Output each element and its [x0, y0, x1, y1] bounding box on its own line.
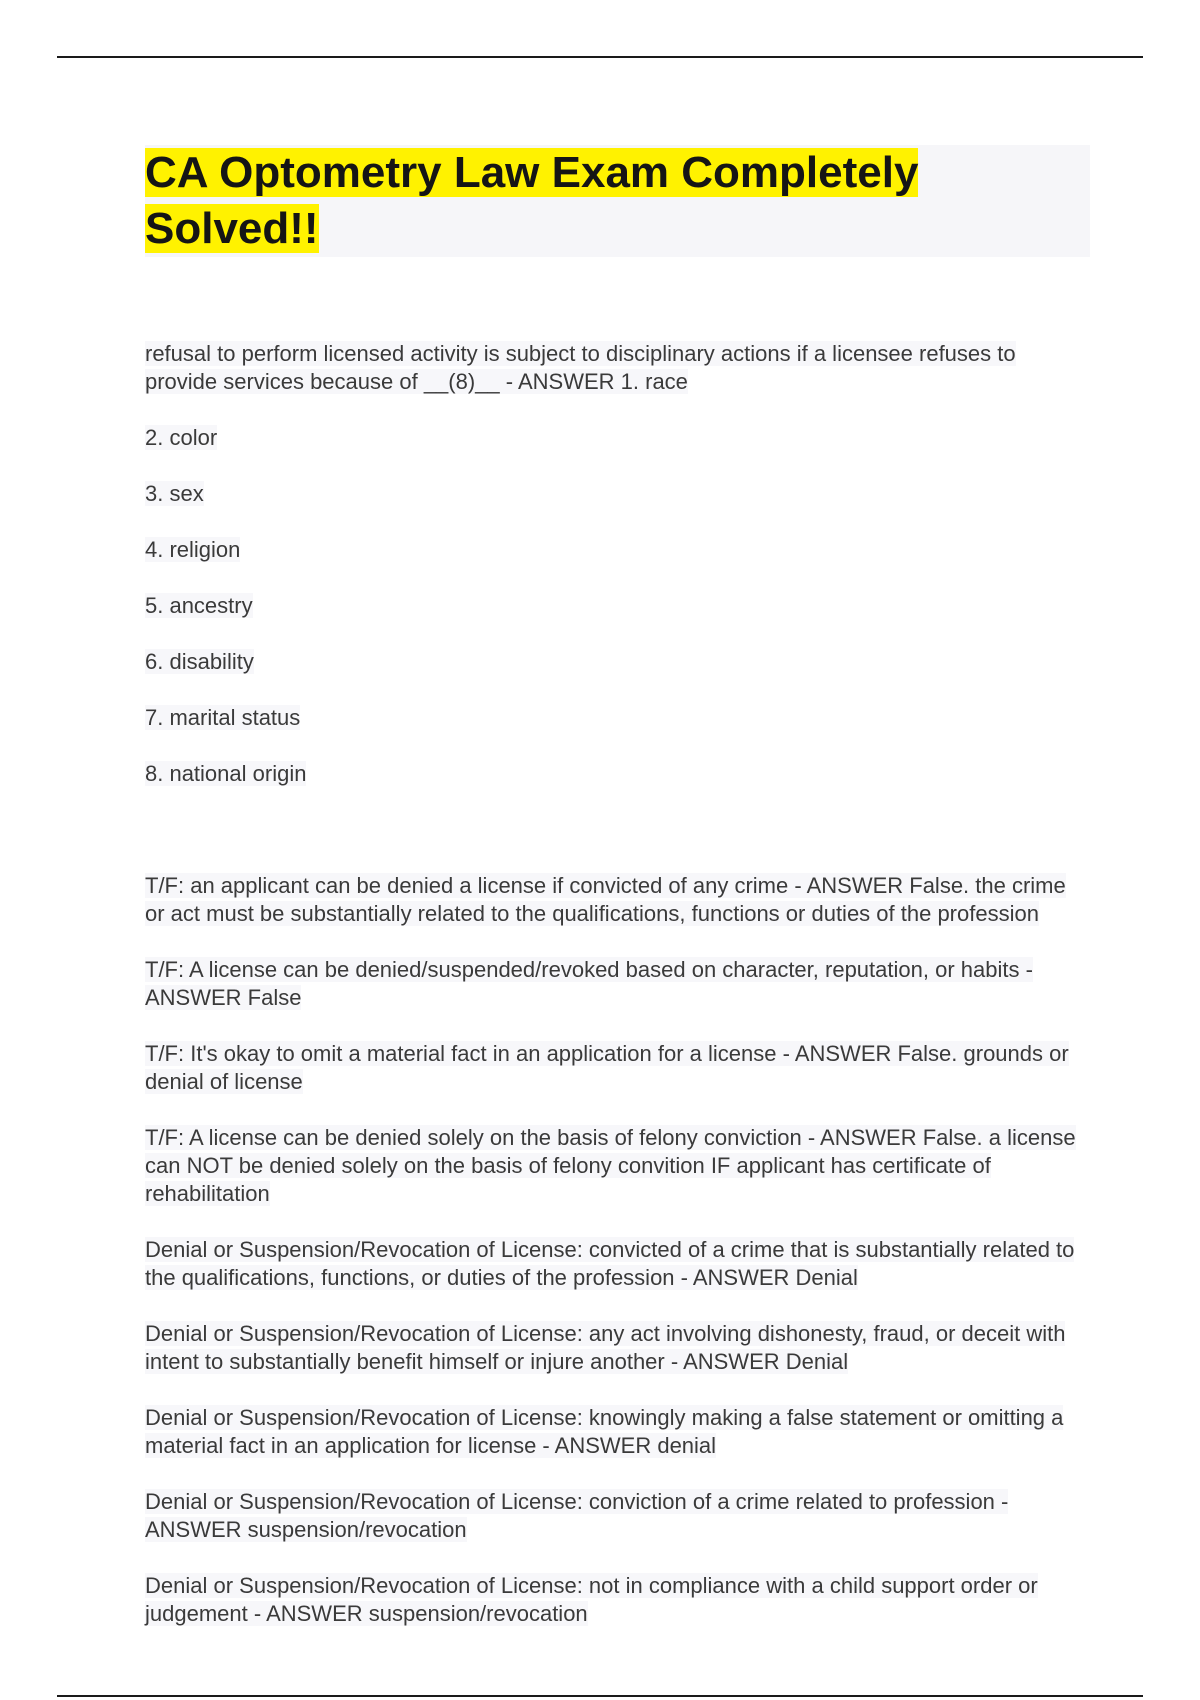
- qa-item: T/F: an applicant can be denied a license if convicted of any crime - ANSWER False. the crime or act must be substantially related to the qualifications, functions or duties of the profession: [145, 873, 1066, 926]
- list-item: 3. sex: [145, 481, 204, 506]
- qa-item: T/F: A license can be denied/suspended/revoked based on character, reputation, or habits - ANSWER False: [145, 957, 1033, 1010]
- qa-item: Denial or Suspension/Revocation of License: convicted of a crime that is substantially related to the qualifications, functions, or duties of the profession - ANSWER Denial: [145, 1237, 1075, 1290]
- qa-item: Denial or Suspension/Revocation of License: not in compliance with a child support order or judgement - ANSWER suspension/revocation: [145, 1573, 1038, 1626]
- top-rule: [57, 56, 1143, 58]
- qa-item: Denial or Suspension/Revocation of License: any act involving dishonesty, fraud, or deceit with intent to substantially benefit himself or injure another - ANSWER Denial: [145, 1321, 1066, 1374]
- list-item: 2. color: [145, 425, 218, 450]
- qa-item: T/F: It's okay to omit a material fact in an application for a license - ANSWER False. grounds or denial of license: [145, 1041, 1069, 1094]
- qa-item: Denial or Suspension/Revocation of License: knowingly making a false statement or omitting a material fact in an application for license - ANSWER denial: [145, 1405, 1064, 1458]
- page-title: [145, 145, 1090, 257]
- qa-item: Denial or Suspension/Revocation of License: conviction of a crime related to profession - ANSWER suspension/revocation: [145, 1489, 1009, 1542]
- document-body: [145, 312, 1090, 1656]
- list-item: 7. marital status: [145, 705, 301, 730]
- qa-item-1: [145, 312, 1090, 844]
- qa-question-answer: refusal to perform licensed activity is subject to disciplinary actions if a licensee refuses to provide services because of __(8)__ - ANSWER 1. race: [145, 341, 1016, 394]
- list-item: 5. ancestry: [145, 593, 253, 618]
- answer-list: [145, 396, 1090, 816]
- qa-item: T/F: A license can be denied solely on the basis of felony conviction - ANSWER False. a license can NOT be denied solely on the basis of felony convition IF applicant has certificate of rehabilitation: [145, 1125, 1076, 1206]
- title-line-1: CA Optometry Law Exam Completely: [145, 148, 919, 197]
- title-line-2: Solved!!: [145, 204, 319, 253]
- list-item: 6. disability: [145, 649, 254, 674]
- list-item: 4. religion: [145, 537, 241, 562]
- list-item: 8. national origin: [145, 761, 307, 786]
- title-block: [145, 145, 1090, 257]
- bottom-rule: [57, 1695, 1143, 1697]
